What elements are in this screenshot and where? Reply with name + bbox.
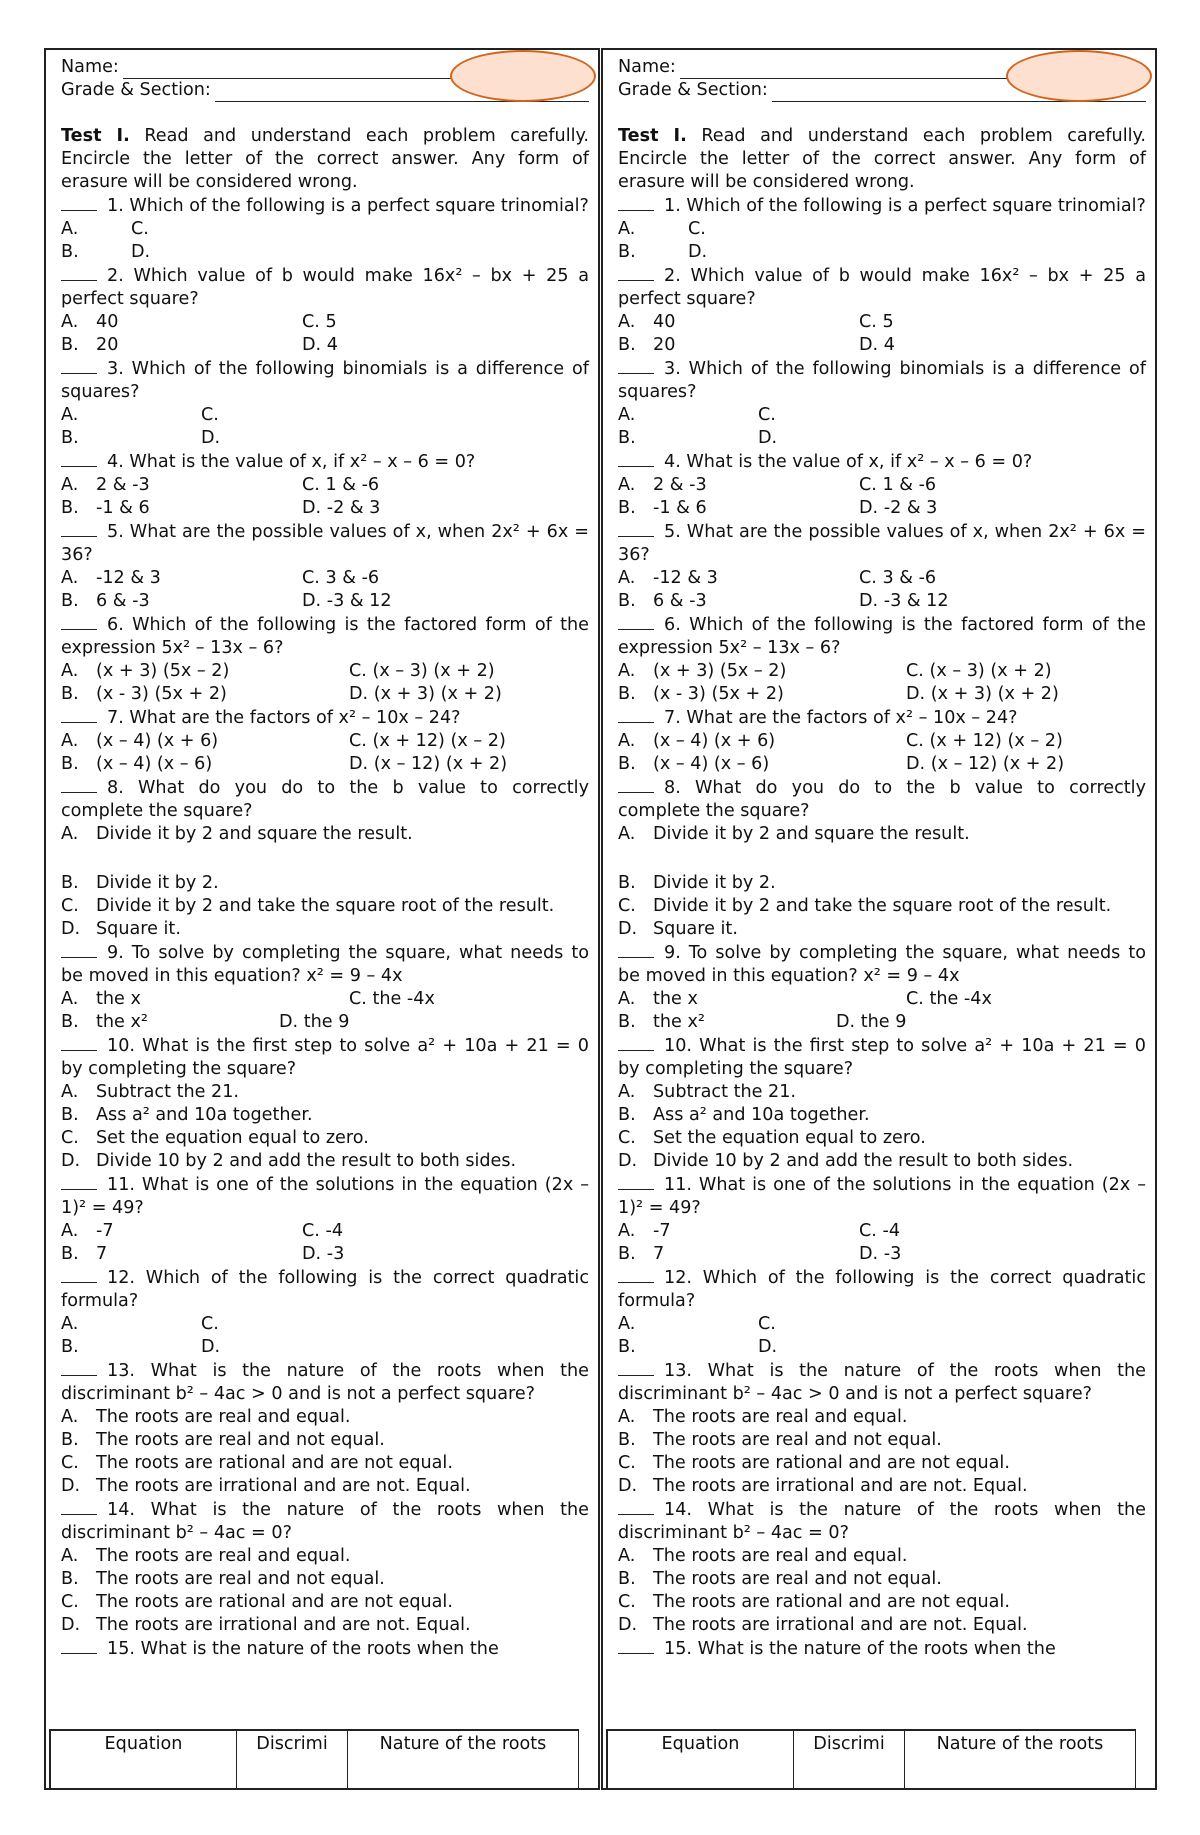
option-a[interactable]: A. Subtract the 21. xyxy=(61,1082,240,1102)
option-b[interactable]: B. The roots are real and not equal. xyxy=(618,1430,942,1450)
option-c[interactable]: C. xyxy=(201,405,219,425)
answer-blank[interactable] xyxy=(618,357,654,374)
test-title: Test I. xyxy=(618,126,687,146)
option-b[interactable]: B. 6 & -3 xyxy=(618,591,707,611)
answer-blank[interactable] xyxy=(61,941,97,958)
table-header-nature: Nature of the roots xyxy=(348,1731,579,1789)
option-a[interactable]: A. The roots are real and equal. xyxy=(61,1407,351,1427)
answer-blank[interactable] xyxy=(618,264,654,281)
test-content xyxy=(618,56,1146,1661)
grade-label: Grade & Section: xyxy=(61,80,211,100)
options-14 xyxy=(61,1545,589,1637)
question-12: 12. Which of the following is the correct quadratic formula? xyxy=(618,1268,1146,1311)
option-d[interactable]: D. xyxy=(201,428,221,448)
option-c[interactable]: C. xyxy=(201,1314,219,1334)
options-3 xyxy=(61,404,589,450)
option-a[interactable]: A. Subtract the 21. xyxy=(618,1082,797,1102)
option-d[interactable]: D. (x + 3) (x + 2) xyxy=(906,684,1059,704)
option-d[interactable]: D. xyxy=(758,1337,778,1357)
option-a[interactable]: A. The roots are real and equal. xyxy=(618,1546,908,1566)
option-c[interactable]: C. The roots are rational and are not equal. xyxy=(618,1453,1010,1473)
question-11: 11. What is one of the solutions in the equation (2x – 1)² = 49? xyxy=(618,1175,1146,1218)
options-1 xyxy=(618,218,1146,264)
instructions-text: Read and understand each problem carefully. Encircle the letter of the correct answer. Any form of erasure will be considered wrong. xyxy=(618,126,1146,192)
option-a[interactable]: A. xyxy=(618,219,636,239)
option-a[interactable]: A. (x + 3) (5x – 2) xyxy=(61,661,230,681)
option-a[interactable]: A. -12 & 3 xyxy=(61,568,161,588)
option-b[interactable]: B. 7 xyxy=(61,1244,108,1264)
option-d[interactable]: D. The roots are irrational and are not. Equal. xyxy=(618,1476,1028,1496)
question-15: 15. What is the nature of the roots when the xyxy=(61,1637,589,1661)
question-6: 6. Which of the following is the factored form of the expression 5x² – 13x – 6? xyxy=(618,615,1146,658)
question-7: 7. What are the factors of x² – 10x – 24? xyxy=(618,706,1146,730)
option-d[interactable]: D. The roots are irrational and are not. Equal. xyxy=(61,1615,471,1635)
question-8: 8. What do you do to the b value to correctly complete the square? xyxy=(618,778,1146,821)
options-7 xyxy=(61,730,589,776)
option-b[interactable]: B. (x - 3) (5x + 2) xyxy=(618,684,784,704)
option-d[interactable]: D. xyxy=(688,242,708,262)
instructions xyxy=(61,125,589,194)
option-b[interactable]: B. 7 xyxy=(618,1244,665,1264)
test-content xyxy=(61,56,589,1661)
options-11 xyxy=(61,1220,589,1266)
option-b[interactable]: B. 20 xyxy=(618,335,676,355)
table-header-nature: Nature of the roots xyxy=(905,1731,1136,1789)
option-c[interactable]: C. (x + 12) (x – 2) xyxy=(349,731,506,751)
option-a[interactable]: A. 2 & -3 xyxy=(61,475,150,495)
options-9 xyxy=(61,988,589,1034)
option-c[interactable]: C. Divide it by 2 and take the square root of the result. xyxy=(618,896,1112,916)
option-a[interactable]: A. 40 xyxy=(61,312,119,332)
option-c[interactable]: C. 3 & -6 xyxy=(859,568,937,588)
options-13 xyxy=(61,1406,589,1498)
table-header-discriminant: Discrimi xyxy=(794,1731,905,1789)
options-5 xyxy=(618,567,1146,613)
question-12: 12. Which of the following is the correct quadratic formula? xyxy=(61,1268,589,1311)
option-b[interactable]: B. the x² xyxy=(61,1012,148,1032)
option-a[interactable]: A. 2 & -3 xyxy=(618,475,707,495)
answer-blank[interactable] xyxy=(61,776,97,793)
table-header-discriminant: Discrimi xyxy=(237,1731,348,1789)
option-b[interactable]: B. xyxy=(618,1337,636,1357)
option-a[interactable]: A. (x – 4) (x + 6) xyxy=(618,731,776,751)
option-b[interactable]: B. Divide it by 2. xyxy=(61,873,219,893)
question-5: 5. What are the possible values of x, when 2x² + 6x = 36? xyxy=(618,522,1146,565)
question-14: 14. What is the nature of the roots when the discriminant b² – 4ac = 0? xyxy=(61,1500,589,1543)
option-d[interactable]: D. xyxy=(201,1337,221,1357)
table-header-equation: Equation xyxy=(606,1731,794,1789)
option-c[interactable]: C. the -4x xyxy=(349,989,435,1009)
question-3: 3. Which of the following binomials is a difference of squares? xyxy=(618,359,1146,402)
answer-blank[interactable] xyxy=(618,450,654,467)
option-d[interactable]: D. -3 & 12 xyxy=(859,591,949,611)
option-a[interactable]: A. Divide it by 2 and square the result. xyxy=(618,824,970,844)
option-c[interactable]: C. The roots are rational and are not equal. xyxy=(61,1592,453,1612)
options-4 xyxy=(61,474,589,520)
option-d[interactable]: D. xyxy=(758,428,778,448)
option-a[interactable]: A. the x xyxy=(61,989,141,1009)
option-a[interactable]: A. The roots are real and equal. xyxy=(61,1546,351,1566)
highlight-oval xyxy=(450,50,596,102)
answer-blank[interactable] xyxy=(618,1637,654,1654)
option-c[interactable]: C. (x – 3) (x + 2) xyxy=(349,661,495,681)
options-3 xyxy=(618,404,1146,450)
option-b[interactable]: B. -1 & 6 xyxy=(618,498,707,518)
question-9: 9. To solve by completing the square, what needs to be moved in this equation? x² = 9 – 4x xyxy=(618,943,1146,986)
option-b[interactable]: B. xyxy=(61,1337,79,1357)
question-11: 11. What is one of the solutions in the equation (2x – 1)² = 49? xyxy=(61,1175,589,1218)
table-header-equation: Equation xyxy=(49,1731,237,1789)
question-15: 15. What is the nature of the roots when the xyxy=(618,1637,1146,1661)
options-7 xyxy=(618,730,1146,776)
options-13 xyxy=(618,1406,1146,1498)
option-d[interactable]: D. Square it. xyxy=(618,919,738,939)
option-d[interactable]: D. the 9 xyxy=(279,1012,350,1032)
option-a[interactable]: A. -7 xyxy=(61,1221,114,1241)
question-13: 13. What is the nature of the roots when the discriminant b² – 4ac > 0 and is not a perfect square? xyxy=(618,1361,1146,1404)
option-c[interactable]: C. 5 xyxy=(859,312,894,332)
option-d[interactable]: D. Divide 10 by 2 and add the result to both sides. xyxy=(618,1151,1074,1171)
option-c[interactable]: C. Set the equation equal to zero. xyxy=(618,1128,926,1148)
name-label: Name: xyxy=(61,57,119,77)
grade-label: Grade & Section: xyxy=(618,80,768,100)
option-a[interactable]: A. The roots are real and equal. xyxy=(618,1407,908,1427)
answer-blank[interactable] xyxy=(618,1359,654,1376)
option-a[interactable]: A. xyxy=(618,405,636,425)
options-8 xyxy=(61,823,589,941)
option-c[interactable]: C. the -4x xyxy=(906,989,992,1009)
answer-blank[interactable] xyxy=(61,1266,97,1283)
question-5: 5. What are the possible values of x, when 2x² + 6x = 36? xyxy=(61,522,589,565)
option-d[interactable]: D. The roots are irrational and are not. Equal. xyxy=(61,1476,471,1496)
option-d[interactable]: D. xyxy=(131,242,151,262)
question-2: 2. Which value of b would make 16x² – bx + 25 a perfect square? xyxy=(618,266,1146,309)
answer-blank[interactable] xyxy=(61,1034,97,1051)
option-b[interactable]: B. The roots are real and not equal. xyxy=(618,1569,942,1589)
option-c[interactable]: C. -4 xyxy=(302,1221,344,1241)
question-1: 1. Which of the following is a perfect square trinomial? xyxy=(61,194,589,218)
options-1 xyxy=(61,218,589,264)
answer-blank[interactable] xyxy=(618,776,654,793)
option-b[interactable]: B. Ass a² and 10a together. xyxy=(61,1105,313,1125)
options-12 xyxy=(618,1313,1146,1359)
answer-blank[interactable] xyxy=(61,706,97,723)
option-d[interactable]: D. 4 xyxy=(302,335,338,355)
option-b[interactable]: B. The roots are real and not equal. xyxy=(61,1430,385,1450)
option-d[interactable]: D. 4 xyxy=(859,335,895,355)
option-d[interactable]: D. -2 & 3 xyxy=(302,498,381,518)
option-d[interactable]: D. Divide 10 by 2 and add the result to both sides. xyxy=(61,1151,517,1171)
answer-blank[interactable] xyxy=(61,450,97,467)
question-4: 4. What is the value of x, if x² – x – 6 = 0? xyxy=(618,450,1146,474)
option-c[interactable]: C. xyxy=(758,1314,776,1334)
question-14: 14. What is the nature of the roots when the discriminant b² – 4ac = 0? xyxy=(618,1500,1146,1543)
question-10: 10. What is the first step to solve a² + 10a + 21 = 0 by completing the square? xyxy=(61,1036,589,1079)
answer-blank[interactable] xyxy=(61,613,97,630)
answer-blank[interactable] xyxy=(61,264,97,281)
options-4 xyxy=(618,474,1146,520)
option-d[interactable]: D. the 9 xyxy=(836,1012,907,1032)
test-page-right xyxy=(601,48,1157,1790)
question-10: 10. What is the first step to solve a² + 10a + 21 = 0 by completing the square? xyxy=(618,1036,1146,1079)
question-7: 7. What are the factors of x² – 10x – 24? xyxy=(61,706,589,730)
option-b[interactable]: B. xyxy=(61,428,79,448)
option-c[interactable]: C. The roots are rational and are not equal. xyxy=(618,1592,1010,1612)
option-b[interactable]: B. 6 & -3 xyxy=(61,591,150,611)
options-9 xyxy=(618,988,1146,1034)
options-5 xyxy=(61,567,589,613)
option-d[interactable]: D. (x + 3) (x + 2) xyxy=(349,684,502,704)
answer-blank[interactable] xyxy=(618,520,654,537)
option-b[interactable]: B. (x – 4) (x – 6) xyxy=(61,754,213,774)
options-6 xyxy=(61,660,589,706)
question-2: 2. Which value of b would make 16x² – bx + 25 a perfect square? xyxy=(61,266,589,309)
answer-blank[interactable] xyxy=(61,1637,97,1654)
question-8: 8. What do you do to the b value to correctly complete the square? xyxy=(61,778,589,821)
answer-blank[interactable] xyxy=(618,1498,654,1515)
test-title: Test I. xyxy=(61,126,130,146)
option-d[interactable]: D. The roots are irrational and are not. Equal. xyxy=(618,1615,1028,1635)
options-8 xyxy=(618,823,1146,941)
name-label: Name: xyxy=(618,57,676,77)
option-b[interactable]: B. (x - 3) (5x + 2) xyxy=(61,684,227,704)
options-10 xyxy=(618,1081,1146,1173)
question-4: 4. What is the value of x, if x² – x – 6 = 0? xyxy=(61,450,589,474)
options-2 xyxy=(61,311,589,357)
option-a[interactable]: A. Divide it by 2 and square the result. xyxy=(61,824,413,844)
highlight-oval xyxy=(1006,50,1152,102)
option-a[interactable]: A. 40 xyxy=(618,312,676,332)
option-a[interactable]: A. (x + 3) (5x – 2) xyxy=(618,661,787,681)
option-b[interactable]: B. -1 & 6 xyxy=(61,498,150,518)
instructions-text: Read and understand each problem carefully. Encircle the letter of the correct answer. Any form of erasure will be considered wrong. xyxy=(61,126,589,192)
option-d[interactable]: D. -2 & 3 xyxy=(859,498,938,518)
option-c[interactable]: C. 5 xyxy=(302,312,337,332)
answer-blank[interactable] xyxy=(618,1266,654,1283)
question-3: 3. Which of the following binomials is a difference of squares? xyxy=(61,359,589,402)
answer-blank[interactable] xyxy=(61,1173,97,1190)
answer-blank[interactable] xyxy=(61,1498,97,1515)
question-9: 9. To solve by completing the square, what needs to be moved in this equation? x² = 9 – 4x xyxy=(61,943,589,986)
option-d[interactable]: D. Square it. xyxy=(61,919,181,939)
options-14 xyxy=(618,1545,1146,1637)
question-13: 13. What is the nature of the roots when the discriminant b² – 4ac > 0 and is not a perfect square? xyxy=(61,1361,589,1404)
option-c[interactable]: C. xyxy=(688,219,706,239)
option-b[interactable]: B. 20 xyxy=(61,335,119,355)
option-b[interactable]: B. the x² xyxy=(618,1012,705,1032)
answer-blank[interactable] xyxy=(618,1034,654,1051)
instructions xyxy=(618,125,1146,194)
option-b[interactable]: B. Divide it by 2. xyxy=(618,873,776,893)
option-c[interactable]: C. Set the equation equal to zero. xyxy=(61,1128,369,1148)
answer-blank[interactable] xyxy=(61,1359,97,1376)
option-b[interactable]: B. The roots are real and not equal. xyxy=(61,1569,385,1589)
option-c[interactable]: C. xyxy=(131,219,149,239)
options-11 xyxy=(618,1220,1146,1266)
option-a[interactable]: A. the x xyxy=(618,989,698,1009)
question-6: 6. Which of the following is the factored form of the expression 5x² – 13x – 6? xyxy=(61,615,589,658)
option-a[interactable]: A. (x – 4) (x + 6) xyxy=(61,731,219,751)
answer-blank[interactable] xyxy=(618,613,654,630)
option-b[interactable]: B. xyxy=(61,242,79,262)
option-c[interactable]: C. 1 & -6 xyxy=(859,475,937,495)
option-d[interactable]: D. (x – 12) (x + 2) xyxy=(906,754,1065,774)
option-b[interactable]: B. (x – 4) (x – 6) xyxy=(618,754,770,774)
option-a[interactable]: A. xyxy=(61,1314,79,1334)
option-c[interactable]: C. -4 xyxy=(859,1221,901,1241)
answer-blank[interactable] xyxy=(61,357,97,374)
option-c[interactable]: C. xyxy=(758,405,776,425)
answer-blank[interactable] xyxy=(618,194,654,211)
option-d[interactable]: D. -3 xyxy=(859,1244,902,1264)
options-10 xyxy=(61,1081,589,1173)
option-c[interactable]: C. 3 & -6 xyxy=(302,568,380,588)
answer-blank[interactable] xyxy=(61,520,97,537)
answer-blank[interactable] xyxy=(618,941,654,958)
options-12 xyxy=(61,1313,589,1359)
options-2 xyxy=(618,311,1146,357)
option-c[interactable]: C. Divide it by 2 and take the square root of the result. xyxy=(61,896,555,916)
option-c[interactable]: C. (x – 3) (x + 2) xyxy=(906,661,1052,681)
option-a[interactable]: A. -12 & 3 xyxy=(618,568,718,588)
options-6 xyxy=(618,660,1146,706)
answer-blank[interactable] xyxy=(61,194,97,211)
option-d[interactable]: D. (x – 12) (x + 2) xyxy=(349,754,508,774)
answer-blank[interactable] xyxy=(618,706,654,723)
option-a[interactable]: A. -7 xyxy=(618,1221,671,1241)
option-a[interactable]: A. xyxy=(618,1314,636,1334)
option-a[interactable]: A. xyxy=(61,219,79,239)
answer-blank[interactable] xyxy=(618,1173,654,1190)
option-d[interactable]: D. -3 & 12 xyxy=(302,591,392,611)
option-a[interactable]: A. xyxy=(61,405,79,425)
question-1: 1. Which of the following is a perfect square trinomial? xyxy=(618,194,1146,218)
option-c[interactable]: C. 1 & -6 xyxy=(302,475,380,495)
option-b[interactable]: B. xyxy=(618,242,636,262)
option-c[interactable]: C. (x + 12) (x – 2) xyxy=(906,731,1063,751)
option-d[interactable]: D. -3 xyxy=(302,1244,345,1264)
option-b[interactable]: B. Ass a² and 10a together. xyxy=(618,1105,870,1125)
nature-of-roots-table xyxy=(606,1729,1136,1789)
test-page-left xyxy=(44,48,600,1790)
option-b[interactable]: B. xyxy=(618,428,636,448)
option-c[interactable]: C. The roots are rational and are not equal. xyxy=(61,1453,453,1473)
nature-of-roots-table xyxy=(49,1729,579,1789)
